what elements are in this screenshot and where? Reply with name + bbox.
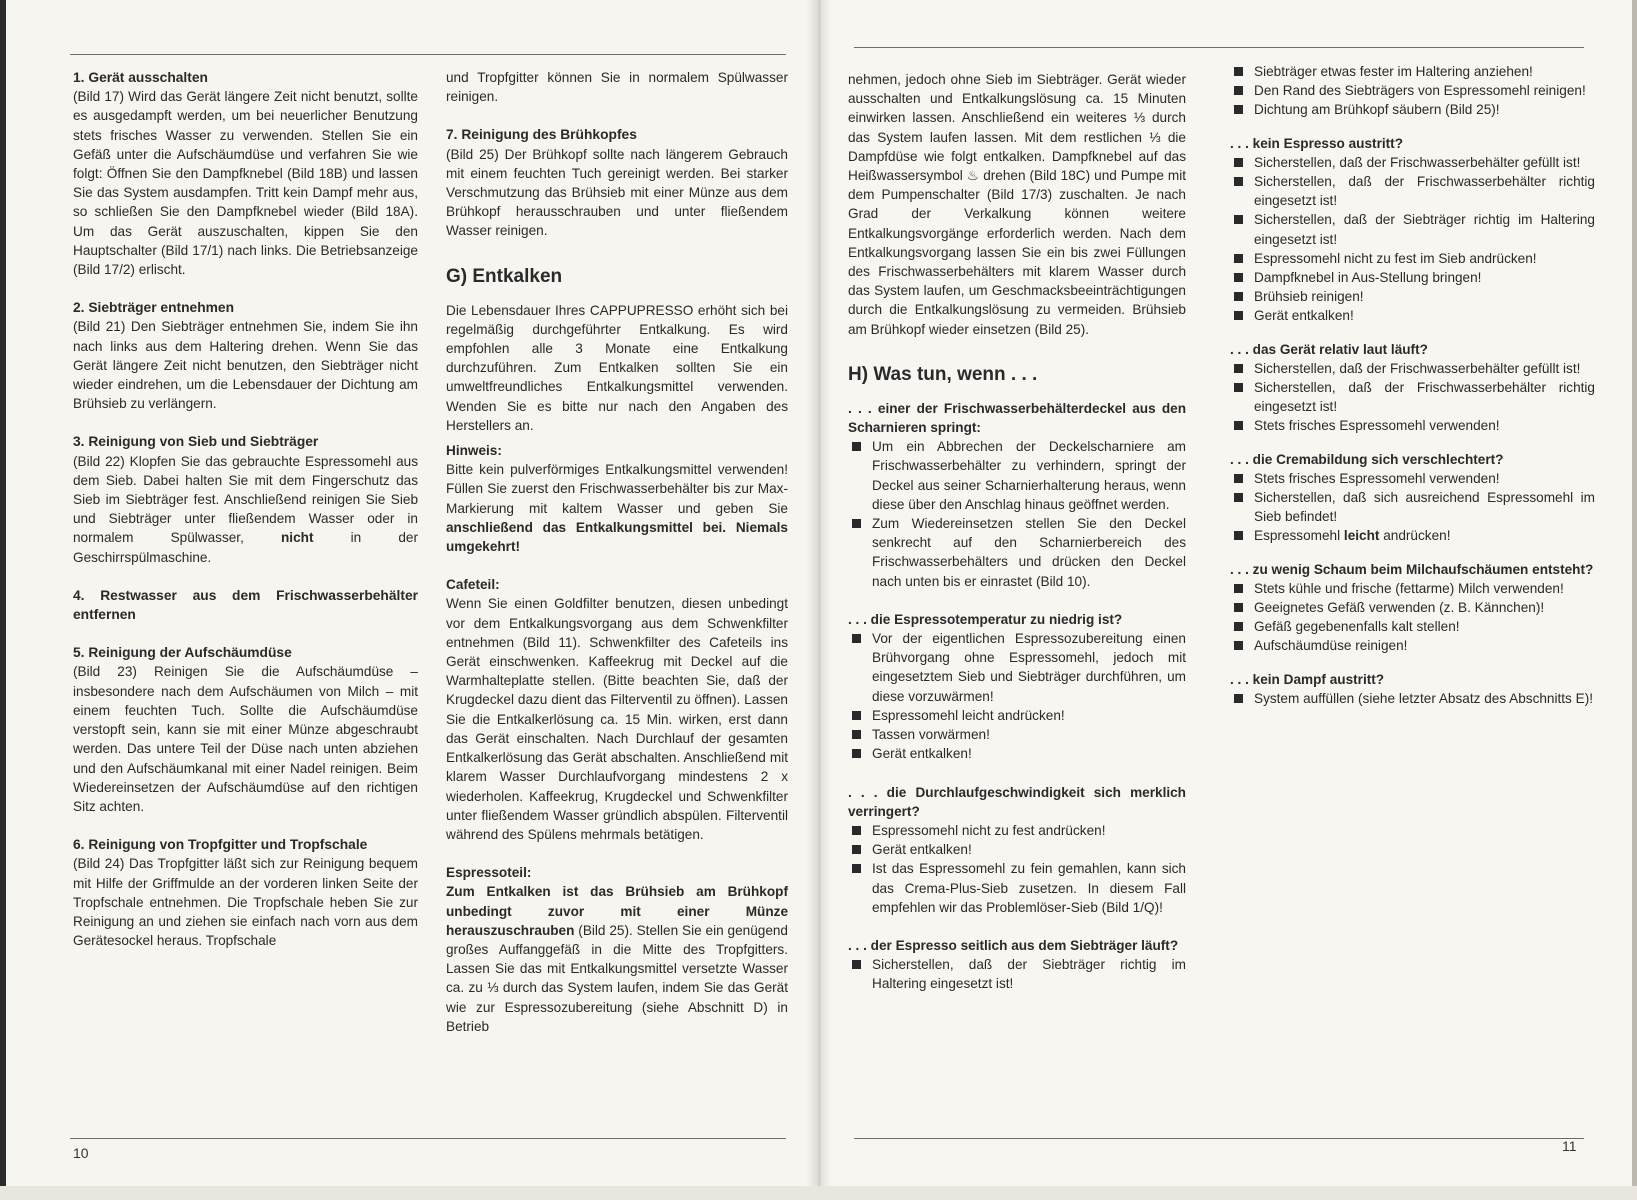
list-item: Sicherstellen, daß der Frischwasserbehälter richtig eingesetzt ist!	[1230, 172, 1595, 210]
list-item: Sicherstellen, daß der Siebträger richtig im Haltering eingesetzt ist!	[848, 955, 1186, 993]
list-item: Um ein Abbrechen der Deckelscharniere am Frischwasserbehälter zu verhindern, springt der Deckel aus seiner Scharnierhalterung heraus, wenn diese über den Anschlag hinaus geöffnet werden.	[848, 437, 1186, 514]
section-title: 5. Reinigung der Aufschäumdüse	[73, 645, 292, 661]
section-title: 2. Siebträger entnehmen	[73, 300, 235, 316]
list-item: System auffüllen (siehe letzter Absatz des Abschnitts E)!	[1230, 689, 1595, 708]
section-text: (Bild 25) Der Brühkopf sollte nach längerem Gebrauch mit einem feuchten Tuch gereinigt werden. Bei starker Verschmutzung das Brühsieb mit einer Münze aus dem Brühkopf herausschrauben und unter fließendem Wasser reinigen.	[446, 146, 788, 239]
question: . . . der Espresso seitlich aus dem Siebträger läuft?	[848, 937, 1179, 953]
answer-list	[848, 629, 1186, 763]
top-rule	[70, 54, 786, 55]
question: . . . das Gerät relativ laut läuft?	[1230, 341, 1428, 357]
list-item: Espressomehl leicht andrücken!	[1230, 526, 1595, 545]
bottom-rule	[854, 1138, 1584, 1139]
list-item: Aufschäumdüse reinigen!	[1230, 636, 1595, 655]
left-column-1	[73, 68, 418, 950]
list-item: Gerät entkalken!	[1230, 306, 1595, 325]
list-item: Siebträger etwas fester im Haltering anziehen!	[1230, 62, 1595, 81]
list-item: Espressomehl nicht zu fest im Sieb andrücken!	[1230, 249, 1595, 268]
answer-list	[848, 955, 1186, 993]
list-item: Ist das Espressomehl zu fein gemahlen, kann sich das Crema-Plus-Sieb zusetzen. In diesem Fall empfehlen wir das Problemlöser-Sieb (Bild 1/Q)!	[848, 859, 1186, 917]
section-text: (Bild 23) Reinigen Sie die Aufschäumdüse – insbesondere nach dem Aufschäumen von Milch – mit einem feuchten Tuch. Sollte die Aufschäumdüse verstopft sein, kann sie mit einer Münze abgeschraubt werden. Das untere Teil der Düse nach unten abziehen und den Aufschäumkanal mit einer Nadel reinigen. Beim Wiedereinsetzen der Aufschäumdüse auf den richtigen Sitz achten.	[73, 664, 418, 814]
list-item: Sicherstellen, daß der Frischwasserbehälter gefüllt ist!	[1230, 153, 1595, 172]
left-column-2	[446, 68, 788, 1036]
list-item: Geeignetes Gefäß verwenden (z. B. Kännchen)!	[1230, 598, 1595, 617]
answer-list	[1230, 689, 1595, 708]
subsection-title: Cafeteil:	[446, 577, 500, 593]
section-text: (Bild 21) Den Siebträger entnehmen Sie, indem Sie ihn nach links aus dem Haltering drehen. Wenn Sie das Gerät längere Zeit nicht benutzen, den Siebträger nicht wieder eindrehen, um die Lebensdauer der Dichtung am Brühsieb zu verlängern.	[73, 319, 418, 412]
answer-list	[1230, 153, 1595, 326]
list-item: Gerät entkalken!	[848, 744, 1186, 763]
list-item: Espressomehl nicht zu fest andrücken!	[848, 821, 1186, 840]
question: . . . die Cremabildung sich verschlechtert?	[1230, 451, 1504, 467]
section-text: (Bild 24) Das Tropfgitter läßt sich zur Reinigung bequem mit Hilfe der Griffmulde an der vorderen linken Seite der Tropfschale entnehmen. Die Tropfschale heben Sie zur Reinigung an und ziehen sie einfach nach vorn aus dem Gerätesockel heraus. Tropfschale	[73, 856, 418, 949]
list-item: Zum Wiedereinsetzen stellen Sie den Deckel senkrecht auf den Scharnierbereich des Frischwasserbehälters und drücken den Deckel nach unten bis er einrastet (Bild 10).	[848, 514, 1186, 591]
chapter-title: G) Entkalken	[446, 265, 563, 287]
list-item: Sicherstellen, daß der Frischwasserbehälter richtig eingesetzt ist!	[1230, 378, 1595, 416]
question: . . . einer der Frischwasserbehälterdeckel aus den Scharnieren springt:	[848, 400, 1186, 436]
section-text: nehmen, jedoch ohne Sieb im Siebträger. Gerät wieder ausschalten und Entkalkungslösung ca. 15 Minuten einwirken lassen. Anschließend ein weiteres ⅓ durch das System laufen lassen. Mit dem restlichen ⅓ die Dampfdüse wie folgt entkalken. Dampfknebel auf das Heißwassersymbol ♨ drehen (Bild 18C) und Pumpe mit dem Pumpenschalter (Bild 17/3) zuschalten. Je nach Grad der Verkalkung können weitere Entkalkungsvorgänge erforderlich werden. Nach dem Entkalkungsvorgang lassen Sie ein bis zwei Füllungen des Frischwasserbehälters mit klarem Wasser durch das System laufen, um Geschmacksbeeinträchtigungen durch die Entkalkungslösung zu vermeiden. Brühsieb am Brühkopf wieder einsetzen (Bild 25).	[848, 72, 1186, 337]
bottom-rule	[70, 1138, 786, 1139]
right-column-1	[848, 70, 1186, 994]
section-title: 1. Gerät ausschalten	[73, 70, 208, 85]
page-edge	[0, 0, 6, 1200]
list-item: Dampfknebel in Aus-Stellung bringen!	[1230, 268, 1595, 287]
chapter-title: H) Was tun, wenn . . .	[848, 363, 1038, 385]
list-item: Vor der eigentlichen Espressozubereitung einen Brühvorgang ohne Espressomehl, jedoch mit eingesetztem Sieb und Siebträger durchführen, um diese vorzuwärmen!	[848, 629, 1186, 706]
section-text: Wenn Sie einen Goldfilter benutzen, diesen unbedingt vor dem Entkalkungsvorgang aus dem Schwenkfilter entnehmen (Bild 11). Schwenkfilter des Cafeteils ins Gerät einschwenken. Kaffeekrug mit Deckel auf die Warmhalteplatte stellen. (Bitte beachten Sie, daß der Krugdeckel dazu dient das Filterventil zu öffnen). Lassen Sie die Entkalkerlösung ca. 15 Min. wirken, erst dann das Gerät einschalten. Nach Durchlauf der gesamten Entkalkerlösung das Gerät abschalten. Anschließend mit klarem Wasser Durchlaufvorgang mindestens 2 x wiederholen. Kaffeekrug, Krugdeckel und Schwenkfilter unter fließendem Wasser gründlich abspülen. Filterventil während des Spülens mehrmals betätigen.	[446, 596, 788, 842]
list-item: Espressomehl leicht andrücken!	[848, 706, 1186, 725]
scan-bottom-edge	[0, 1186, 1637, 1200]
section-text: (Bild 17) Wird das Gerät längere Zeit nicht benutzt, sollte es ausgedampft werden, um bei neuerlicher Benutzung stets frisches Wasser zu verwenden. Stellen Sie ein Gefäß unter die Aufschäumdüse und verfahren Sie wie folgt: Öffnen Sie den Dampfknebel (Bild 18B) und lassen Sie das System ausdampfen. Tritt kein Dampf mehr aus, so schließen Sie den Dampfknebel wieder (Bild 18A). Um das Gerät auszuschalten, kippen Sie den Hauptschalter (Bild 17/1) nach links. Die Betriebsanzeige (Bild 17/2) erlischt.	[73, 89, 418, 278]
answer-list	[848, 437, 1186, 591]
right-page	[818, 0, 1637, 1200]
question: . . . kein Espresso austritt?	[1230, 135, 1403, 151]
list-item: Stets frisches Espressomehl verwenden!	[1230, 469, 1595, 488]
list-item: Stets kühle und frische (fettarme) Milch verwenden!	[1230, 579, 1595, 598]
question: . . . kein Dampf austritt?	[1230, 671, 1385, 687]
list-item: Sicherstellen, daß der Frischwasserbehälter gefüllt ist!	[1230, 359, 1595, 378]
answer-list	[1230, 579, 1595, 656]
answer-list	[1230, 359, 1595, 436]
page-edge	[1632, 0, 1637, 1200]
list-item: Stets frisches Espressomehl verwenden!	[1230, 416, 1595, 435]
right-column-2	[1230, 62, 1595, 708]
section-text: und Tropfgitter können Sie in normalem Spülwasser reinigen.	[446, 70, 788, 105]
book-gutter	[806, 0, 832, 1200]
page-number: 11	[1562, 1138, 1577, 1154]
question: . . . zu wenig Schaum beim Milchaufschäumen entsteht?	[1230, 561, 1594, 577]
list-item: Sicherstellen, daß sich ausreichend Espressomehl im Sieb befindet!	[1230, 488, 1595, 526]
answer-list	[1230, 62, 1595, 120]
list-item: Dichtung am Brühkopf säubern (Bild 25)!	[1230, 100, 1595, 119]
section-text: (Bild 22) Klopfen Sie das gebrauchte Espressomehl aus dem Sieb. Dabei halten Sie mit dem Fingerschutz das Sieb im Siebträger fest. Anschließend reinigen Sie Sieb und Siebträger unter fließendem Wasser oder in normalem Spülwasser, nicht in der Geschirrspülmaschine.	[73, 453, 418, 565]
list-item: Tassen vorwärmen!	[848, 725, 1186, 744]
section-title: 4. Restwasser aus dem Frischwasserbehälter entfernen	[73, 587, 418, 623]
note-text: Bitte kein pulverförmiges Entkalkungsmittel verwenden! Füllen Sie zuerst den Frischwasserbehälter bis zur Max-Markierung mit kaltem Wasser und geben Sie anschließend das Entkalkungsmittel bei. Niemals umgekehrt!	[446, 462, 788, 555]
section-title: 3. Reinigung von Sieb und Siebträger	[73, 434, 319, 450]
list-item: Gefäß gegebenenfalls kalt stellen!	[1230, 617, 1595, 636]
list-item: Brühsieb reinigen!	[1230, 287, 1595, 306]
answer-list	[848, 821, 1186, 917]
question: . . . die Durchlaufgeschwindigkeit sich merklich verringert?	[848, 784, 1186, 819]
section-text: Die Lebensdauer Ihres CAPPUPRESSO erhöht sich bei regelmäßig durchgeführter Entkalkung. Es wird empfohlen alle 3 Monate eine Entkalkung durchzuführen. Zum Entkalken sollten Sie ein umweltfreundliches Entkalkungsmittel verwenden. Wenden Sie es bitte nur nach den Angaben des Herstellers an.	[446, 302, 788, 433]
section-title: 6. Reinigung von Tropfgitter und Tropfschale	[73, 837, 368, 853]
question: . . . die Espressotemperatur zu niedrig ist?	[848, 611, 1123, 627]
list-item: Gerät entkalken!	[848, 840, 1186, 859]
left-page	[0, 0, 818, 1200]
list-item: Sicherstellen, daß der Siebträger richtig im Haltering eingesetzt ist!	[1230, 210, 1595, 248]
section-title: 7. Reinigung des Brühkopfes	[446, 127, 637, 143]
list-item: Den Rand des Siebträgers von Espressomehl reinigen!	[1230, 81, 1595, 100]
subsection-title: Espressoteil:	[446, 865, 532, 881]
note-title: Hinweis:	[446, 443, 502, 459]
top-rule	[854, 47, 1584, 48]
page-number: 10	[73, 1145, 89, 1161]
answer-list	[1230, 469, 1595, 546]
section-text: Zum Entkalken ist das Brühsieb am Brühkopf unbedingt zuvor mit einer Münze herauszuschrauben (Bild 25). Stellen Sie ein genügend großes Auffanggefäß in die Mitte des Tropfgitters. Lassen Sie das mit Entkalkungsmittel versetzte Wasser ca. zu ⅓ durch das System laufen, indem Sie das Gerät wie zur Espressozubereitung (siehe Abschnitt D) in Betrieb	[446, 884, 788, 1034]
